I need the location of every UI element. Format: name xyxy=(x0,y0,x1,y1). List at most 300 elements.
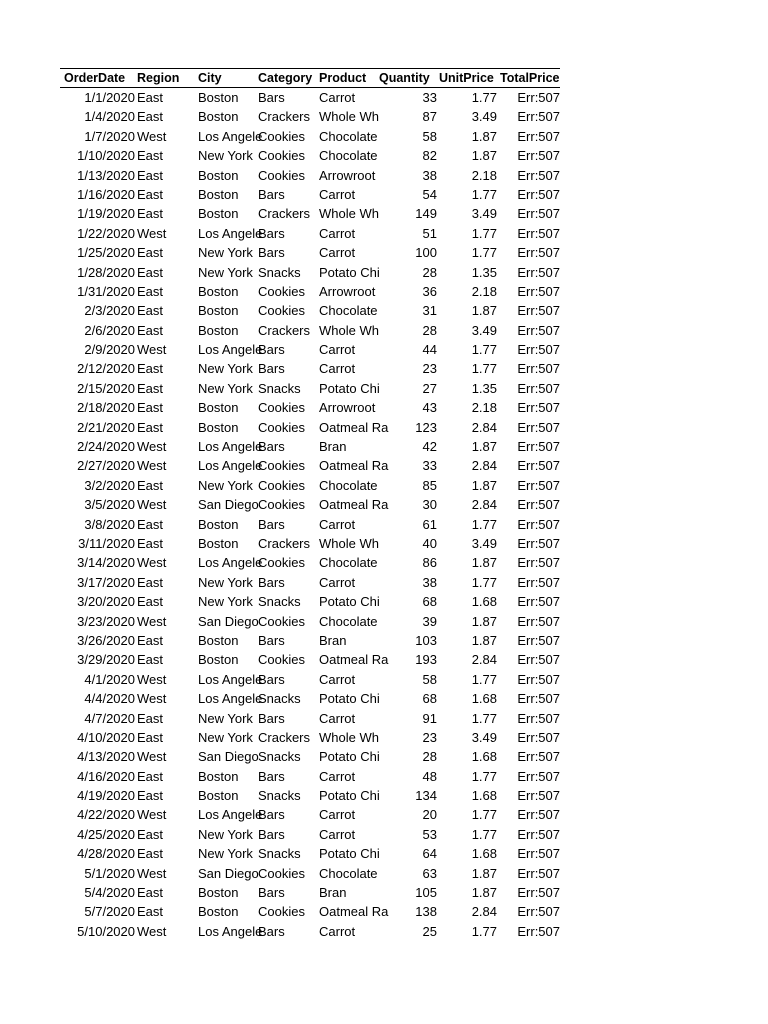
category-cell[interactable]: Bars xyxy=(258,439,285,455)
product-cell[interactable]: Chocolate xyxy=(319,148,378,164)
quantity-cell[interactable]: 103 xyxy=(415,632,437,648)
header-unit-price[interactable]: UnitPrice xyxy=(439,71,494,85)
unit-price-cell[interactable]: 1.87 xyxy=(471,632,497,648)
category-cell[interactable]: Bars xyxy=(258,516,285,532)
order-date-cell[interactable]: 5/1/2020 xyxy=(84,865,135,881)
region-cell[interactable]: West xyxy=(137,497,167,513)
total-price-cell[interactable]: Err:507 xyxy=(517,865,560,881)
header-category[interactable]: Category xyxy=(258,71,313,85)
order-date-cell[interactable]: 2/27/2020 xyxy=(77,458,135,474)
product-cell[interactable]: Potato Chi xyxy=(319,264,380,280)
product-cell[interactable]: Chocolate xyxy=(319,555,378,571)
unit-price-cell[interactable]: 1.77 xyxy=(471,342,497,358)
city-cell[interactable]: Boston xyxy=(198,768,239,784)
category-cell[interactable]: Bars xyxy=(258,361,285,377)
region-cell[interactable]: East xyxy=(137,516,164,532)
quantity-cell[interactable]: 31 xyxy=(422,303,437,319)
product-cell[interactable]: Carrot xyxy=(319,225,356,241)
order-date-cell[interactable]: 4/13/2020 xyxy=(77,749,135,765)
region-cell[interactable]: East xyxy=(137,594,164,610)
product-cell[interactable]: Carrot xyxy=(319,671,356,687)
city-cell[interactable]: Boston xyxy=(198,788,239,804)
category-cell[interactable]: Cookies xyxy=(258,904,305,920)
order-date-cell[interactable]: 3/17/2020 xyxy=(77,574,135,590)
total-price-cell[interactable]: Err:507 xyxy=(517,128,560,144)
product-cell[interactable]: Carrot xyxy=(319,574,356,590)
order-date-cell[interactable]: 3/20/2020 xyxy=(77,594,135,610)
total-price-cell[interactable]: Err:507 xyxy=(517,535,560,551)
city-cell[interactable]: Boston xyxy=(198,400,239,416)
city-cell[interactable]: San Diego xyxy=(198,613,259,629)
category-cell[interactable]: Cookies xyxy=(258,283,305,299)
order-date-cell[interactable]: 1/22/2020 xyxy=(77,225,135,241)
quantity-cell[interactable]: 23 xyxy=(422,361,437,377)
total-price-cell[interactable]: Err:507 xyxy=(517,439,560,455)
product-cell[interactable]: Potato Chi xyxy=(319,594,380,610)
unit-price-cell[interactable]: 1.77 xyxy=(471,710,497,726)
region-cell[interactable]: East xyxy=(137,400,164,416)
total-price-cell[interactable]: Err:507 xyxy=(517,555,560,571)
unit-price-cell[interactable]: 1.77 xyxy=(471,671,497,687)
order-date-cell[interactable]: 5/4/2020 xyxy=(84,885,135,901)
unit-price-cell[interactable]: 2.84 xyxy=(471,904,497,920)
total-price-cell[interactable]: Err:507 xyxy=(517,923,560,939)
category-cell[interactable]: Bars xyxy=(258,186,285,202)
product-cell[interactable]: Carrot xyxy=(319,361,356,377)
city-cell[interactable]: Boston xyxy=(198,109,239,125)
order-date-cell[interactable]: 4/7/2020 xyxy=(84,710,135,726)
quantity-cell[interactable]: 30 xyxy=(422,497,437,513)
region-cell[interactable]: East xyxy=(137,361,164,377)
order-date-cell[interactable]: 4/1/2020 xyxy=(84,671,135,687)
region-cell[interactable]: West xyxy=(137,671,167,687)
order-date-cell[interactable]: 1/10/2020 xyxy=(77,148,135,164)
city-cell[interactable]: New York xyxy=(198,826,253,842)
quantity-cell[interactable]: 100 xyxy=(415,245,437,261)
region-cell[interactable]: East xyxy=(137,885,164,901)
category-cell[interactable]: Bars xyxy=(258,807,285,823)
unit-price-cell[interactable]: 1.77 xyxy=(471,225,497,241)
total-price-cell[interactable]: Err:507 xyxy=(517,109,560,125)
total-price-cell[interactable]: Err:507 xyxy=(517,380,560,396)
order-date-cell[interactable]: 3/2/2020 xyxy=(84,477,135,493)
category-cell[interactable]: Bars xyxy=(258,632,285,648)
order-date-cell[interactable]: 2/18/2020 xyxy=(77,400,135,416)
order-date-cell[interactable]: 1/13/2020 xyxy=(77,167,135,183)
product-cell[interactable]: Arrowroot xyxy=(319,167,376,183)
product-cell[interactable]: Oatmeal Ra xyxy=(319,497,389,513)
product-cell[interactable]: Chocolate xyxy=(319,128,378,144)
total-price-cell[interactable]: Err:507 xyxy=(517,90,560,105)
total-price-cell[interactable]: Err:507 xyxy=(517,458,560,474)
quantity-cell[interactable]: 58 xyxy=(422,128,437,144)
unit-price-cell[interactable]: 1.35 xyxy=(471,380,497,396)
region-cell[interactable]: East xyxy=(137,245,164,261)
product-cell[interactable]: Carrot xyxy=(319,923,356,939)
region-cell[interactable]: East xyxy=(137,148,164,164)
unit-price-cell[interactable]: 1.77 xyxy=(471,923,497,939)
region-cell[interactable]: East xyxy=(137,788,164,804)
unit-price-cell[interactable]: 1.77 xyxy=(471,574,497,590)
quantity-cell[interactable]: 82 xyxy=(422,148,437,164)
region-cell[interactable]: East xyxy=(137,90,164,105)
category-cell[interactable]: Bars xyxy=(258,923,285,939)
region-cell[interactable]: East xyxy=(137,206,164,222)
order-date-cell[interactable]: 4/19/2020 xyxy=(77,788,135,804)
product-cell[interactable]: Chocolate xyxy=(319,613,378,629)
unit-price-cell[interactable]: 1.68 xyxy=(471,594,497,610)
city-cell[interactable]: Boston xyxy=(198,419,239,435)
order-date-cell[interactable]: 5/7/2020 xyxy=(84,904,135,920)
quantity-cell[interactable]: 63 xyxy=(422,865,437,881)
product-cell[interactable]: Carrot xyxy=(319,710,356,726)
product-cell[interactable]: Whole Wh xyxy=(319,322,379,338)
city-cell[interactable]: Boston xyxy=(198,535,239,551)
unit-price-cell[interactable]: 1.35 xyxy=(471,264,497,280)
city-cell[interactable]: New York xyxy=(198,245,253,261)
header-city[interactable]: City xyxy=(198,71,222,85)
header-product[interactable]: Product xyxy=(319,71,367,85)
order-date-cell[interactable]: 1/28/2020 xyxy=(77,264,135,280)
product-cell[interactable]: Chocolate xyxy=(319,303,378,319)
total-price-cell[interactable]: Err:507 xyxy=(517,186,560,202)
quantity-cell[interactable]: 85 xyxy=(422,477,437,493)
total-price-cell[interactable]: Err:507 xyxy=(517,419,560,435)
quantity-cell[interactable]: 134 xyxy=(415,788,437,804)
total-price-cell[interactable]: Err:507 xyxy=(517,691,560,707)
order-date-cell[interactable]: 3/11/2020 xyxy=(78,535,135,551)
total-price-cell[interactable]: Err:507 xyxy=(517,788,560,804)
total-price-cell[interactable]: Err:507 xyxy=(517,516,560,532)
region-cell[interactable]: East xyxy=(137,768,164,784)
unit-price-cell[interactable]: 3.49 xyxy=(471,535,497,551)
quantity-cell[interactable]: 86 xyxy=(422,555,437,571)
quantity-cell[interactable]: 44 xyxy=(422,342,437,358)
product-cell[interactable]: Oatmeal Ra xyxy=(319,458,389,474)
product-cell[interactable]: Chocolate xyxy=(319,865,378,881)
quantity-cell[interactable]: 193 xyxy=(415,652,437,668)
city-cell[interactable]: Los Angele xyxy=(198,458,263,474)
unit-price-cell[interactable]: 1.77 xyxy=(471,807,497,823)
region-cell[interactable]: West xyxy=(137,807,167,823)
city-cell[interactable]: Los Angele xyxy=(198,555,263,571)
quantity-cell[interactable]: 25 xyxy=(422,923,437,939)
product-cell[interactable]: Carrot xyxy=(319,245,356,261)
order-date-cell[interactable]: 2/9/2020 xyxy=(84,342,135,358)
order-date-cell[interactable]: 2/12/2020 xyxy=(77,361,135,377)
unit-price-cell[interactable]: 1.77 xyxy=(471,826,497,842)
total-price-cell[interactable]: Err:507 xyxy=(517,632,560,648)
total-price-cell[interactable]: Err:507 xyxy=(517,283,560,299)
product-cell[interactable]: Potato Chi xyxy=(319,846,380,862)
product-cell[interactable]: Carrot xyxy=(319,826,356,842)
city-cell[interactable]: New York xyxy=(198,361,253,377)
city-cell[interactable]: Boston xyxy=(198,167,239,183)
order-date-cell[interactable]: 1/19/2020 xyxy=(77,206,135,222)
unit-price-cell[interactable]: 1.77 xyxy=(471,768,497,784)
quantity-cell[interactable]: 39 xyxy=(422,613,437,629)
city-cell[interactable]: Boston xyxy=(198,283,239,299)
quantity-cell[interactable]: 27 xyxy=(422,380,437,396)
unit-price-cell[interactable]: 1.77 xyxy=(471,186,497,202)
total-price-cell[interactable]: Err:507 xyxy=(517,652,560,668)
product-cell[interactable]: Carrot xyxy=(319,516,356,532)
order-date-cell[interactable]: 1/31/2020 xyxy=(77,283,135,299)
product-cell[interactable]: Whole Wh xyxy=(319,206,379,222)
total-price-cell[interactable]: Err:507 xyxy=(517,342,560,358)
product-cell[interactable]: Carrot xyxy=(319,186,356,202)
region-cell[interactable]: East xyxy=(137,535,164,551)
total-price-cell[interactable]: Err:507 xyxy=(517,826,560,842)
product-cell[interactable]: Arrowroot xyxy=(319,400,376,416)
city-cell[interactable]: Los Angele xyxy=(198,225,263,241)
unit-price-cell[interactable]: 1.68 xyxy=(471,691,497,707)
total-price-cell[interactable]: Err:507 xyxy=(517,477,560,493)
quantity-cell[interactable]: 28 xyxy=(422,264,437,280)
total-price-cell[interactable]: Err:507 xyxy=(517,225,560,241)
unit-price-cell[interactable]: 3.49 xyxy=(471,206,497,222)
category-cell[interactable]: Bars xyxy=(258,710,285,726)
region-cell[interactable]: West xyxy=(137,458,167,474)
city-cell[interactable]: New York xyxy=(198,264,253,280)
header-quantity[interactable]: Quantity xyxy=(379,71,430,85)
order-date-cell[interactable]: 4/16/2020 xyxy=(77,768,135,784)
product-cell[interactable]: Potato Chi xyxy=(319,380,380,396)
category-cell[interactable]: Bars xyxy=(258,225,285,241)
unit-price-cell[interactable]: 1.87 xyxy=(471,439,497,455)
city-cell[interactable]: Boston xyxy=(198,904,239,920)
total-price-cell[interactable]: Err:507 xyxy=(517,904,560,920)
total-price-cell[interactable]: Err:507 xyxy=(517,322,560,338)
total-price-cell[interactable]: Err:507 xyxy=(517,807,560,823)
category-cell[interactable]: Crackers xyxy=(258,729,311,745)
order-date-cell[interactable]: 3/23/2020 xyxy=(77,613,135,629)
order-date-cell[interactable]: 4/22/2020 xyxy=(77,807,135,823)
product-cell[interactable]: Oatmeal Ra xyxy=(319,419,389,435)
quantity-cell[interactable]: 20 xyxy=(422,807,437,823)
city-cell[interactable]: Los Angele xyxy=(198,671,263,687)
unit-price-cell[interactable]: 1.68 xyxy=(471,749,497,765)
unit-price-cell[interactable]: 1.87 xyxy=(471,885,497,901)
category-cell[interactable]: Crackers xyxy=(258,109,311,125)
order-date-cell[interactable]: 5/10/2020 xyxy=(77,923,135,939)
category-cell[interactable]: Cookies xyxy=(258,555,305,571)
category-cell[interactable]: Bars xyxy=(258,826,285,842)
order-date-cell[interactable]: 1/25/2020 xyxy=(77,245,135,261)
product-cell[interactable]: Carrot xyxy=(319,807,356,823)
product-cell[interactable]: Potato Chi xyxy=(319,788,380,804)
category-cell[interactable]: Snacks xyxy=(258,749,301,765)
city-cell[interactable]: San Diego xyxy=(198,865,259,881)
region-cell[interactable]: West xyxy=(137,555,167,571)
order-date-cell[interactable]: 3/8/2020 xyxy=(84,516,135,532)
order-date-cell[interactable]: 1/16/2020 xyxy=(77,186,135,202)
category-cell[interactable]: Snacks xyxy=(258,691,301,707)
order-date-cell[interactable]: 3/14/2020 xyxy=(77,555,135,571)
order-date-cell[interactable]: 3/26/2020 xyxy=(77,632,135,648)
quantity-cell[interactable]: 105 xyxy=(415,885,437,901)
city-cell[interactable]: Boston xyxy=(198,206,239,222)
header-total-price[interactable]: TotalPrice xyxy=(500,71,560,85)
order-date-cell[interactable]: 2/21/2020 xyxy=(77,419,135,435)
total-price-cell[interactable]: Err:507 xyxy=(517,749,560,765)
region-cell[interactable]: West xyxy=(137,342,167,358)
quantity-cell[interactable]: 38 xyxy=(422,574,437,590)
region-cell[interactable]: West xyxy=(137,613,167,629)
order-date-cell[interactable]: 4/10/2020 xyxy=(77,729,135,745)
total-price-cell[interactable]: Err:507 xyxy=(517,594,560,610)
total-price-cell[interactable]: Err:507 xyxy=(517,846,560,862)
city-cell[interactable]: Los Angele xyxy=(198,439,263,455)
quantity-cell[interactable]: 42 xyxy=(422,439,437,455)
quantity-cell[interactable]: 68 xyxy=(422,594,437,610)
total-price-cell[interactable]: Err:507 xyxy=(517,167,560,183)
category-cell[interactable]: Snacks xyxy=(258,788,301,804)
total-price-cell[interactable]: Err:507 xyxy=(517,361,560,377)
region-cell[interactable]: East xyxy=(137,380,164,396)
product-cell[interactable]: Potato Chi xyxy=(319,749,380,765)
category-cell[interactable]: Snacks xyxy=(258,846,301,862)
category-cell[interactable]: Bars xyxy=(258,574,285,590)
total-price-cell[interactable]: Err:507 xyxy=(517,264,560,280)
total-price-cell[interactable]: Err:507 xyxy=(517,885,560,901)
region-cell[interactable]: West xyxy=(137,923,167,939)
region-cell[interactable]: East xyxy=(137,283,164,299)
product-cell[interactable]: Oatmeal Ra xyxy=(319,652,389,668)
total-price-cell[interactable]: Err:507 xyxy=(517,303,560,319)
category-cell[interactable]: Cookies xyxy=(258,458,305,474)
unit-price-cell[interactable]: 1.68 xyxy=(471,846,497,862)
product-cell[interactable]: Carrot xyxy=(319,342,356,358)
quantity-cell[interactable]: 28 xyxy=(422,749,437,765)
city-cell[interactable]: San Diego xyxy=(198,749,259,765)
category-cell[interactable]: Snacks xyxy=(258,264,301,280)
city-cell[interactable]: Los Angele xyxy=(198,342,263,358)
unit-price-cell[interactable]: 3.49 xyxy=(471,322,497,338)
category-cell[interactable]: Bars xyxy=(258,885,285,901)
quantity-cell[interactable]: 61 xyxy=(422,516,437,532)
region-cell[interactable]: East xyxy=(137,303,164,319)
region-cell[interactable]: East xyxy=(137,109,164,125)
header-order-date[interactable]: OrderDate xyxy=(64,71,126,85)
product-cell[interactable]: Chocolate xyxy=(319,477,378,493)
total-price-cell[interactable]: Err:507 xyxy=(517,729,560,745)
region-cell[interactable]: East xyxy=(137,652,164,668)
category-cell[interactable]: Cookies xyxy=(258,652,305,668)
unit-price-cell[interactable]: 1.87 xyxy=(471,613,497,629)
quantity-cell[interactable]: 68 xyxy=(422,691,437,707)
city-cell[interactable]: New York xyxy=(198,477,253,493)
region-cell[interactable]: East xyxy=(137,846,164,862)
quantity-cell[interactable]: 87 xyxy=(422,109,437,125)
product-cell[interactable]: Bran xyxy=(319,885,347,901)
unit-price-cell[interactable]: 1.87 xyxy=(471,303,497,319)
city-cell[interactable]: Los Angele xyxy=(198,691,263,707)
product-cell[interactable]: Whole Wh xyxy=(319,109,379,125)
order-date-cell[interactable]: 1/7/2020 xyxy=(84,128,135,144)
quantity-cell[interactable]: 23 xyxy=(422,729,437,745)
quantity-cell[interactable]: 33 xyxy=(422,458,437,474)
order-date-cell[interactable]: 2/15/2020 xyxy=(77,380,135,396)
product-cell[interactable]: Bran xyxy=(319,632,347,648)
category-cell[interactable]: Cookies xyxy=(258,613,305,629)
quantity-cell[interactable]: 38 xyxy=(422,167,437,183)
unit-price-cell[interactable]: 2.18 xyxy=(471,400,497,416)
category-cell[interactable]: Bars xyxy=(258,342,285,358)
category-cell[interactable]: Cookies xyxy=(258,865,305,881)
category-cell[interactable]: Cookies xyxy=(258,400,305,416)
category-cell[interactable]: Snacks xyxy=(258,380,301,396)
quantity-cell[interactable]: 48 xyxy=(422,768,437,784)
unit-price-cell[interactable]: 2.84 xyxy=(471,497,497,513)
quantity-cell[interactable]: 33 xyxy=(422,90,437,105)
region-cell[interactable]: West xyxy=(137,691,167,707)
quantity-cell[interactable]: 36 xyxy=(422,283,437,299)
order-date-cell[interactable]: 2/24/2020 xyxy=(77,439,135,455)
category-cell[interactable]: Cookies xyxy=(258,148,305,164)
order-date-cell[interactable]: 1/4/2020 xyxy=(84,109,135,125)
quantity-cell[interactable]: 64 xyxy=(422,846,437,862)
city-cell[interactable]: New York xyxy=(198,594,253,610)
city-cell[interactable]: New York xyxy=(198,729,253,745)
order-date-cell[interactable]: 1/1/2020 xyxy=(84,90,135,105)
city-cell[interactable]: Los Angele xyxy=(198,128,263,144)
category-cell[interactable]: Bars xyxy=(258,90,285,105)
region-cell[interactable]: East xyxy=(137,710,164,726)
unit-price-cell[interactable]: 1.77 xyxy=(471,516,497,532)
unit-price-cell[interactable]: 2.84 xyxy=(471,458,497,474)
product-cell[interactable]: Arrowroot xyxy=(319,283,376,299)
category-cell[interactable]: Bars xyxy=(258,671,285,687)
order-date-cell[interactable]: 4/28/2020 xyxy=(77,846,135,862)
quantity-cell[interactable]: 138 xyxy=(415,904,437,920)
unit-price-cell[interactable]: 1.68 xyxy=(471,788,497,804)
quantity-cell[interactable]: 149 xyxy=(415,206,437,222)
category-cell[interactable]: Cookies xyxy=(258,128,305,144)
quantity-cell[interactable]: 53 xyxy=(422,826,437,842)
total-price-cell[interactable]: Err:507 xyxy=(517,148,560,164)
order-date-cell[interactable]: 3/5/2020 xyxy=(84,497,135,513)
region-cell[interactable]: East xyxy=(137,477,164,493)
city-cell[interactable]: Boston xyxy=(198,632,239,648)
region-cell[interactable]: West xyxy=(137,128,167,144)
city-cell[interactable]: Boston xyxy=(198,516,239,532)
region-cell[interactable]: East xyxy=(137,729,164,745)
region-cell[interactable]: West xyxy=(137,439,167,455)
quantity-cell[interactable]: 51 xyxy=(422,225,437,241)
quantity-cell[interactable]: 28 xyxy=(422,322,437,338)
order-date-cell[interactable]: 4/25/2020 xyxy=(77,826,135,842)
city-cell[interactable]: New York xyxy=(198,148,253,164)
region-cell[interactable]: East xyxy=(137,904,164,920)
region-cell[interactable]: East xyxy=(137,186,164,202)
unit-price-cell[interactable]: 1.77 xyxy=(471,245,497,261)
total-price-cell[interactable]: Err:507 xyxy=(517,497,560,513)
region-cell[interactable]: East xyxy=(137,322,164,338)
unit-price-cell[interactable]: 2.84 xyxy=(471,419,497,435)
unit-price-cell[interactable]: 1.87 xyxy=(471,128,497,144)
city-cell[interactable]: Boston xyxy=(198,90,239,105)
category-cell[interactable]: Bars xyxy=(258,245,285,261)
total-price-cell[interactable]: Err:507 xyxy=(517,206,560,222)
total-price-cell[interactable]: Err:507 xyxy=(517,768,560,784)
quantity-cell[interactable]: 40 xyxy=(422,535,437,551)
city-cell[interactable]: Los Angele xyxy=(198,923,263,939)
city-cell[interactable]: Boston xyxy=(198,186,239,202)
region-cell[interactable]: East xyxy=(137,826,164,842)
quantity-cell[interactable]: 123 xyxy=(415,419,437,435)
unit-price-cell[interactable]: 2.18 xyxy=(471,167,497,183)
